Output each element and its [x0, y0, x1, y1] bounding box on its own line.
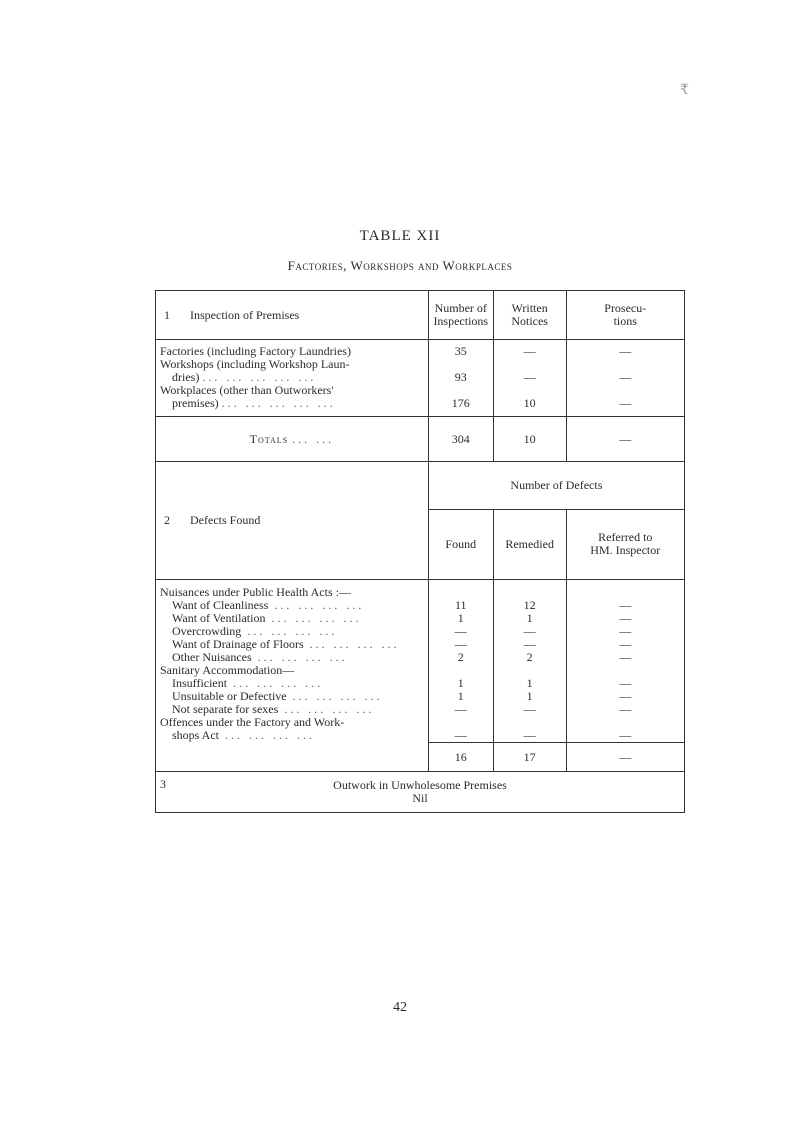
- defect-label-line: [160, 586, 424, 599]
- totals-label-cell: Totals ... ...: [156, 417, 429, 462]
- prosecutions-value: —: [619, 397, 632, 410]
- col-referred-line1: Referred to: [598, 530, 653, 545]
- section2-body-row: [156, 580, 685, 743]
- col-prosecutions-line1: Prosecu-: [604, 301, 647, 315]
- premises-line: premises) ... ... ... ... ...: [172, 397, 336, 410]
- defects-total-found: 16: [428, 743, 493, 772]
- referred-value: —: [619, 729, 632, 742]
- col-remedied-header: Remedied: [493, 509, 566, 579]
- col-found-header: Found: [428, 509, 493, 579]
- col-inspections-line2: Inspections: [433, 314, 489, 328]
- notices-values: [493, 340, 566, 417]
- found-value: 1: [457, 677, 464, 690]
- remedied-value: 1: [526, 677, 533, 690]
- defect-label-line: Overcrowding ... ... ... ...: [172, 625, 338, 638]
- defect-label-line: shops Act ... ... ... ...: [172, 729, 316, 742]
- notices-value: 10: [523, 397, 536, 410]
- found-value: 1: [457, 612, 464, 625]
- referred-values: [566, 580, 684, 743]
- defect-label-text: Sanitary Accommodation—: [160, 664, 295, 677]
- referred-value: [567, 664, 684, 677]
- defect-label-line: Want of Drainage of Floors ... ... ... ...: [172, 638, 400, 651]
- inspections-value: 176: [451, 397, 470, 410]
- found-value: [429, 664, 493, 677]
- defect-label-line: Other Nuisances ... ... ... ...: [172, 651, 348, 664]
- premises-labels: [156, 340, 429, 417]
- referred-value: [567, 716, 684, 729]
- section3-number: 3: [160, 777, 166, 791]
- found-value: 11: [454, 599, 467, 612]
- defect-label-text: Want of Drainage of Floors: [172, 638, 304, 651]
- table-title: TABLE XII: [359, 228, 441, 244]
- inspections-value: 35: [454, 345, 467, 358]
- section1-body-row: [156, 340, 685, 417]
- col-inspections-line1: Number of: [434, 301, 487, 315]
- defect-label-line: Want of Ventilation ... ... ... ...: [172, 612, 362, 625]
- referred-value: —: [619, 599, 632, 612]
- defect-label-text: Nuisances under Public Health Acts :—: [160, 586, 351, 599]
- defect-label-text: Insufficient: [172, 677, 228, 690]
- referred-value: —: [619, 690, 632, 703]
- section2-heading-cell: [156, 462, 429, 580]
- number-of-defects-header: Number of Defects: [428, 462, 684, 510]
- section3-value: Nil: [412, 791, 428, 805]
- defect-label-text: Want of Ventilation: [172, 612, 266, 625]
- section3-cell: [156, 772, 685, 813]
- referred-value: —: [619, 703, 632, 716]
- totals-notices: 10: [493, 417, 566, 462]
- col-notices-header: [493, 291, 566, 340]
- defects-total-remedied: 17: [493, 743, 566, 772]
- factories-table: [155, 290, 685, 813]
- section2-header-row: [156, 462, 685, 510]
- referred-value: —: [619, 677, 632, 690]
- premises-line: Workplaces (other than Outworkers': [160, 384, 334, 397]
- defect-label-text: Offences under the Factory and Work-: [160, 716, 345, 729]
- referred-value: —: [619, 638, 632, 651]
- remedied-value: 1: [526, 690, 533, 703]
- premises-line: Factories (including Factory Laundries): [160, 345, 351, 358]
- referred-value: —: [619, 612, 632, 625]
- prosecutions-value: —: [619, 371, 632, 384]
- table-subtitle: Factories, Workshops and Workplaces: [287, 258, 513, 273]
- notices-value: —: [523, 345, 536, 358]
- remedied-value: —: [523, 729, 536, 742]
- found-value: —: [454, 625, 467, 638]
- defect-label-text: Unsuitable or Defective: [172, 690, 287, 703]
- found-values: [428, 580, 493, 743]
- found-value: —: [454, 703, 467, 716]
- defect-label-line: [160, 664, 424, 677]
- col-inspections-header: [428, 291, 493, 340]
- col-notices-line2: Notices: [511, 314, 548, 328]
- defects-labels: [156, 580, 429, 772]
- defect-label-line: Unsuitable or Defective ... ... ... ...: [172, 690, 383, 703]
- corner-mark: ₹: [680, 83, 689, 98]
- found-value: —: [454, 638, 467, 651]
- remedied-value: —: [523, 638, 536, 651]
- defects-total-referred: —: [566, 743, 684, 772]
- section2-number: 2: [164, 513, 170, 527]
- section1-heading: Inspection of Premises: [190, 307, 300, 322]
- section3-row: [156, 772, 685, 813]
- referred-value: —: [619, 651, 632, 664]
- defect-label-text: Overcrowding: [172, 625, 242, 638]
- remedied-value: 12: [523, 599, 536, 612]
- inspections-value: 93: [454, 371, 467, 384]
- defect-label-line: [160, 716, 424, 729]
- totals-label: Totals: [249, 431, 289, 446]
- remedied-value: [494, 716, 566, 729]
- defect-label-text: Want of Cleanliness: [172, 599, 269, 612]
- defect-label-text: Not separate for sexes: [172, 703, 279, 716]
- found-value: 2: [457, 651, 464, 664]
- page-number: 42: [393, 1000, 407, 1015]
- referred-value: —: [619, 625, 632, 638]
- remedied-value: —: [523, 625, 536, 638]
- col-notices-line1: Written: [511, 301, 548, 315]
- found-value: [429, 716, 493, 729]
- prosecutions-values: [566, 340, 684, 417]
- defect-label-text: Other Nuisances: [172, 651, 252, 664]
- found-value: —: [454, 729, 467, 742]
- section1-heading-cell: [156, 291, 429, 340]
- totals-row: [156, 417, 685, 462]
- section3-heading: Outwork in Unwholesome Premises: [333, 778, 507, 792]
- col-prosecutions-header: [566, 291, 684, 340]
- col-referred-line2: HM. Inspector: [590, 543, 661, 558]
- notices-value: —: [523, 371, 536, 384]
- remedied-value: [494, 664, 566, 677]
- section1-header-row: [156, 291, 685, 340]
- found-value: 1: [457, 690, 464, 703]
- inspections-values: [428, 340, 493, 417]
- defect-label-line: Not separate for sexes ... ... ... ...: [172, 703, 375, 716]
- section2-heading: Defects Found: [190, 513, 261, 527]
- premises-line: dries) ... ... ... ... ...: [172, 371, 317, 384]
- defect-label-text: shops Act: [172, 729, 220, 742]
- section1-number: 1: [164, 307, 170, 322]
- col-referred-header: [566, 509, 684, 579]
- remedied-values: [493, 580, 566, 743]
- prosecutions-value: —: [619, 345, 632, 358]
- defect-label-line: Insufficient ... ... ... ...: [172, 677, 324, 690]
- col-prosecutions-line2: tions: [613, 314, 637, 328]
- remedied-value: 2: [526, 651, 533, 664]
- defect-label-line: Want of Cleanliness ... ... ... ...: [172, 599, 365, 612]
- remedied-value: 1: [526, 612, 533, 625]
- totals-inspections: 304: [428, 417, 493, 462]
- totals-prosecutions: —: [566, 417, 684, 462]
- premises-line: Workshops (including Workshop Laun-: [160, 358, 350, 371]
- remedied-value: —: [523, 703, 536, 716]
